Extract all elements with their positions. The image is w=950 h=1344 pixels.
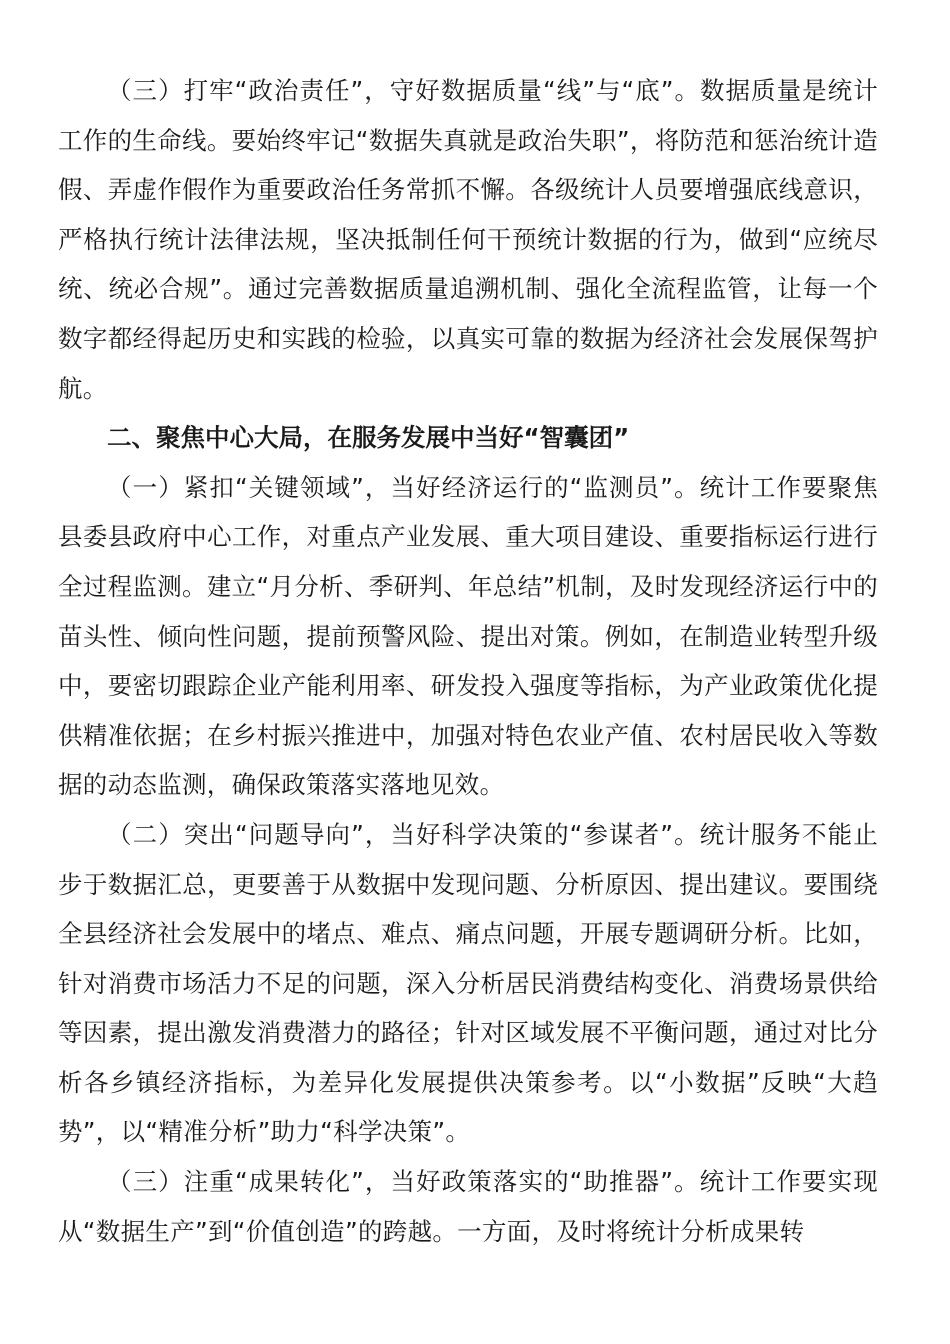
paragraph-result-transformation: （三）注重“成果转化”，当好政策落实的“助推器”。统计工作要实现从“数据生产”到“价值创造”的跨越。一方面，及时将统计分析成果转: [58, 1167, 878, 1246]
section-heading-think-tank: 二、聚焦中心大局，在服务发展中当好“智囊团”: [107, 423, 630, 453]
paragraph-data-quality: （三）打牢“政治责任”，守好数据质量“线”与“底”。数据质量是统计工作的生命线。要始终牢记“数据失真就是政治失职”，将防范和惩治统计造假、弄虚作假作为重要政治任务常抓不懈。各级统计人员要增强底线意识，严格执行统计法律法规，坚决抵制任何干预统计数据的行为，做到“应统尽统、统必合规”。通过完善数据质量追溯机制、强化全流程监管，让每一个数字都经得起历史和实践的检验，以真实可靠的数据为经济社会发展保驾护航。: [58, 76, 878, 403]
paragraph-problem-oriented: （二）突出“问题导向”，当好科学决策的“参谋者”。统计服务不能止步于数据汇总，更要善于从数据中发现问题、分析原因、提出建议。要围绕全县经济社会发展中的堵点、难点、痛点问题，开展专题调研分析。比如，针对消费市场活力不足的问题，深入分析居民消费结构变化、消费场景供给等因素，提出激发消费潜力的路径；针对区域发展不平衡问题，通过对比分析各乡镇经济指标，为差异化发展提供决策参考。以“小数据”反映“大趋势”，以“精准分析”助力“科学决策”。: [58, 819, 878, 1147]
paragraph-key-areas: （一）紧扣“关键领域”，当好经济运行的“监测员”。统计工作要聚焦县委县政府中心工作，对重点产业发展、重大项目建设、重要指标运行进行全过程监测。建立“月分析、季研判、年总结”机制，及时发现经济运行中的苗头性、倾向性问题，提前预警风险、提出对策。例如，在制造业转型升级中，要密切跟踪企业产能利用率、研发投入强度等指标，为产业政策优化提供精准依据；在乡村振兴推进中，加强对特色农业产值、农村居民收入等数据的动态监测，确保政策落实落地见效。: [58, 472, 878, 800]
document-page: [58, 66, 878, 1256]
